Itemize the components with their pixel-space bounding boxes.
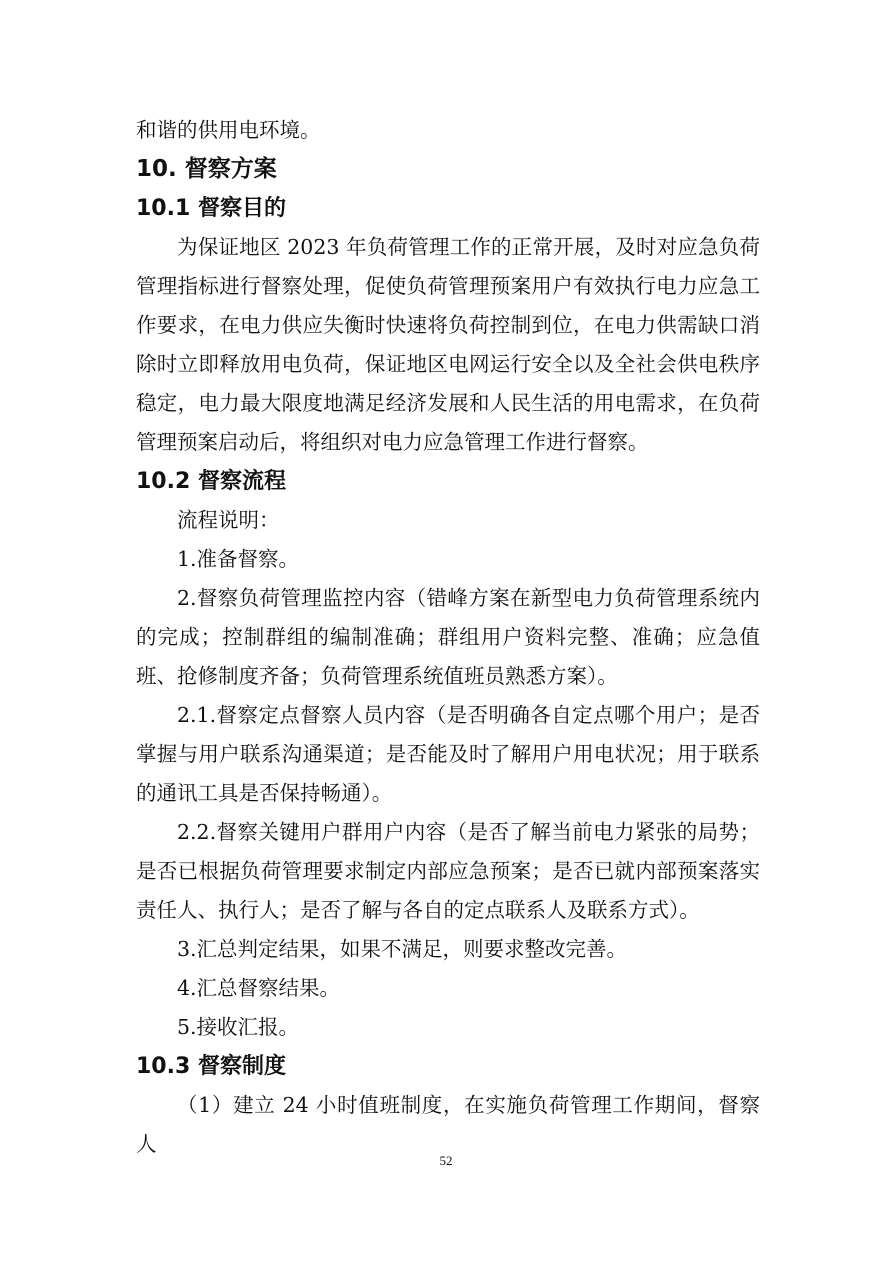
paragraph-carryover: 和谐的供用电环境。 [136, 118, 321, 142]
paragraph-flow-intro: 流程说明： [177, 508, 280, 532]
paragraph-step-2: 2.督察负荷管理监控内容（错峰方案在新型电力负荷管理系统内的完成；控制群组的编制准确；群组用户资料完整、准确；应急值班、抢修制度齐备；负荷管理系统值班员熟悉方案）。 [136, 586, 760, 688]
paragraph-system-1: （1）建立 24 小时值班制度，在实施负荷管理工作期间，督察人 [136, 1093, 760, 1156]
paragraph-step-3: 3.汇总判定结果，如果不满足，则要求整改完善。 [177, 937, 628, 961]
heading-10-1: 10.1 督察目的 [136, 196, 286, 221]
heading-10-2: 10.2 督察流程 [136, 469, 286, 494]
heading-section-10: 10. 督察方案 [136, 156, 277, 182]
heading-10-3: 10.3 督察制度 [136, 1054, 286, 1079]
page-number: 52 [439, 1153, 453, 1168]
paragraph-step-2-2: 2.2.督察关键用户群用户内容（是否了解当前电力紧张的局势；是否已根据负荷管理要求制定内部应急预案；是否已就内部预案落实责任人、执行人；是否了解与各自的定点联系人及联系方式）。 [136, 820, 760, 922]
paragraph-step-5: 5.接收汇报。 [177, 1015, 300, 1039]
paragraph-step-1: 1.准备督察。 [177, 547, 300, 571]
paragraph-step-4: 4.汇总督察结果。 [177, 976, 341, 1000]
paragraph-step-2-1: 2.1.督察定点督察人员内容（是否明确各自定点哪个用户；是否掌握与用户联系沟通渠道；是否能及时了解用户用电状况；用于联系的通讯工具是否保持畅通）。 [136, 703, 760, 805]
paragraph-purpose: 为保证地区 2023 年负荷管理工作的正常开展，及时对应急负荷管理指标进行督察处理，促使负荷管理预案用户有效执行电力应急工作要求，在电力供应失衡时快速将负荷控制到位，在电力供需缺口消除时立即释放用电负荷，保证地区电网运行安全以及全社会供电秩序稳定，电力最大限度地满足经济发展和人民生活的用电需求，在负荷管理预案启动后，将组织对电力应急管理工作进行督察。 [136, 235, 760, 454]
